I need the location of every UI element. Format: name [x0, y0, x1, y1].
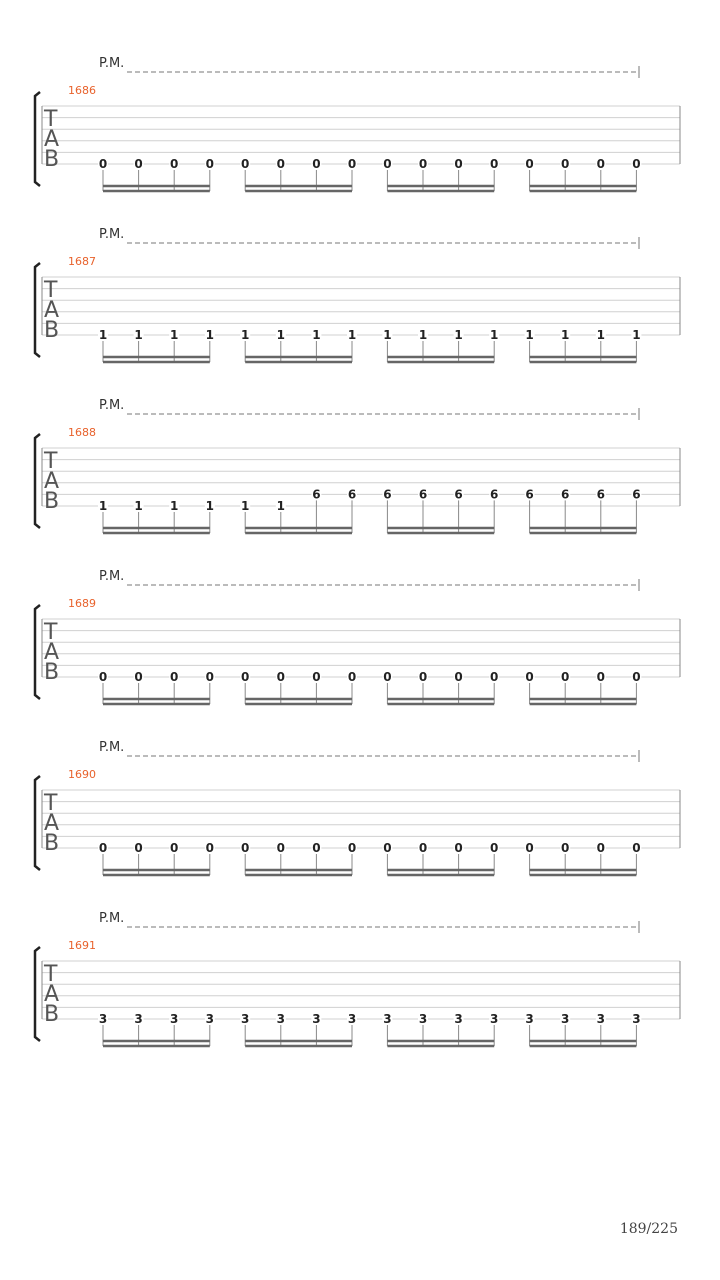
- fret-number: 0: [134, 157, 143, 171]
- fret-number: 1: [561, 328, 570, 342]
- measure-number: 1686: [68, 84, 96, 97]
- tab-clef-letter: A: [44, 640, 60, 665]
- measure-number: 1690: [68, 768, 96, 781]
- measure-number: 1691: [68, 939, 96, 952]
- fret-number: 3: [632, 1012, 641, 1026]
- tab-clef-letter: B: [44, 489, 60, 514]
- tab-clef-letter: T: [44, 278, 58, 303]
- fret-number: 1: [134, 499, 143, 513]
- fret-number: 3: [561, 1012, 570, 1026]
- fret-number: 1: [418, 328, 428, 342]
- fret-number: 0: [347, 670, 357, 684]
- fret-number: 3: [134, 1012, 143, 1026]
- fret-number: 6: [418, 487, 428, 502]
- fret-number: 1: [525, 328, 534, 342]
- fret-number: 0: [241, 841, 250, 855]
- fret-number: 0: [312, 841, 321, 855]
- fret-number: 3: [525, 1012, 534, 1026]
- tab-clef-letter: T: [44, 107, 58, 132]
- fret-number: 0: [276, 670, 285, 684]
- fret-number: 0: [632, 841, 641, 855]
- fret-number: 0: [276, 841, 285, 855]
- tab-clef-letter: B: [44, 1002, 60, 1027]
- fret-number: 1: [98, 328, 108, 342]
- fret-number: 3: [276, 1012, 285, 1026]
- fret-number: 0: [596, 670, 605, 684]
- fret-number: 1: [205, 328, 214, 342]
- fret-number: 0: [98, 157, 108, 171]
- fret-number: 3: [418, 1012, 428, 1026]
- fret-number: 6: [596, 487, 605, 502]
- fret-number: 0: [170, 841, 179, 855]
- palm-mute-label: P.M.: [99, 56, 125, 71]
- fret-number: 0: [632, 157, 641, 171]
- tab-clef-letter: T: [44, 791, 58, 816]
- fret-number: 0: [418, 670, 428, 684]
- system-bracket: [35, 605, 40, 699]
- fret-number: 6: [347, 487, 357, 502]
- fret-number: 1: [241, 499, 250, 513]
- fret-number: 1: [632, 328, 641, 342]
- fret-number: 3: [312, 1012, 321, 1026]
- fret-number: 0: [525, 157, 534, 171]
- system-bracket: [35, 263, 40, 357]
- fret-number: 0: [312, 157, 321, 171]
- fret-number: 0: [134, 841, 143, 855]
- fret-number: 0: [205, 670, 214, 684]
- palm-mute-label: P.M.: [99, 398, 125, 413]
- fret-number: 1: [347, 328, 357, 342]
- fret-number: 0: [561, 841, 570, 855]
- fret-number: 1: [241, 328, 250, 342]
- fret-number: 6: [312, 487, 321, 502]
- tab-clef-letter: A: [44, 469, 60, 494]
- fret-number: 1: [490, 328, 499, 342]
- palm-mute-label: P.M.: [99, 227, 125, 242]
- fret-number: 0: [134, 670, 143, 684]
- fret-number: 3: [347, 1012, 357, 1026]
- tab-clef-letter: T: [44, 620, 58, 645]
- fret-number: 0: [98, 841, 108, 855]
- fret-number: 1: [383, 328, 392, 342]
- system-bracket: [35, 92, 40, 186]
- tab-system: [35, 56, 680, 191]
- fret-number: 1: [276, 328, 285, 342]
- tab-system: [35, 740, 680, 875]
- fret-number: 3: [454, 1012, 463, 1026]
- fret-number: 1: [596, 328, 605, 342]
- fret-number: 0: [632, 670, 641, 684]
- fret-number: 0: [205, 157, 214, 171]
- tab-clef-letter: A: [44, 811, 60, 836]
- palm-mute-label: P.M.: [99, 569, 125, 584]
- tab-clef-letter: A: [44, 298, 60, 323]
- fret-number: 6: [383, 487, 392, 502]
- fret-number: 0: [170, 157, 179, 171]
- fret-number: 1: [205, 499, 214, 513]
- fret-number: 0: [347, 157, 357, 171]
- tab-system: [35, 398, 680, 533]
- fret-number: 0: [525, 670, 534, 684]
- fret-number: 0: [276, 157, 285, 171]
- fret-number: 0: [490, 670, 499, 684]
- fret-number: 0: [383, 670, 392, 684]
- fret-number: 6: [561, 487, 570, 502]
- tab-system: [35, 227, 680, 362]
- fret-number: 6: [632, 487, 641, 502]
- tab-system: [35, 569, 680, 704]
- tab-clef-letter: B: [44, 147, 60, 172]
- tab-clef-letter: B: [44, 831, 60, 856]
- fret-number: 6: [525, 487, 534, 502]
- fret-number: 0: [383, 841, 392, 855]
- measure-number: 1687: [68, 255, 96, 268]
- fret-number: 3: [205, 1012, 214, 1026]
- fret-number: 1: [454, 328, 463, 342]
- tab-clef-letter: T: [44, 962, 58, 987]
- fret-number: 1: [170, 328, 179, 342]
- fret-number: 1: [98, 499, 108, 513]
- fret-number: 3: [170, 1012, 179, 1026]
- system-bracket: [35, 434, 40, 528]
- tab-clef-letter: A: [44, 127, 60, 152]
- fret-number: 3: [596, 1012, 605, 1026]
- fret-number: 0: [312, 670, 321, 684]
- fret-number: 3: [490, 1012, 499, 1026]
- fret-number: 0: [241, 157, 250, 171]
- fret-number: 3: [383, 1012, 392, 1026]
- tab-clef-letter: T: [44, 449, 58, 474]
- fret-number: 3: [241, 1012, 250, 1026]
- fret-number: 6: [490, 487, 499, 502]
- fret-number: 0: [525, 841, 534, 855]
- fret-number: 6: [454, 487, 463, 502]
- fret-number: 0: [205, 841, 214, 855]
- fret-number: 0: [490, 157, 499, 171]
- measure-number: 1689: [68, 597, 96, 610]
- fret-number: 1: [312, 328, 321, 342]
- fret-number: 0: [98, 670, 108, 684]
- tab-system: [35, 911, 680, 1046]
- fret-number: 0: [418, 157, 428, 171]
- fret-number: 0: [454, 670, 463, 684]
- fret-number: 0: [561, 157, 570, 171]
- fret-number: 3: [98, 1012, 108, 1026]
- fret-number: 0: [490, 841, 499, 855]
- tab-clef-letter: B: [44, 660, 60, 685]
- page-number: 189/225: [619, 1221, 678, 1237]
- tab-clef-letter: A: [44, 982, 60, 1007]
- tab-clef-letter: B: [44, 318, 60, 343]
- palm-mute-label: P.M.: [99, 740, 125, 755]
- system-bracket: [35, 776, 40, 870]
- fret-number: 0: [383, 157, 392, 171]
- fret-number: 0: [170, 670, 179, 684]
- fret-number: 0: [596, 157, 605, 171]
- fret-number: 0: [561, 670, 570, 684]
- fret-number: 0: [596, 841, 605, 855]
- fret-number: 0: [241, 670, 250, 684]
- palm-mute-label: P.M.: [99, 911, 125, 926]
- fret-number: 0: [347, 841, 357, 855]
- fret-number: 0: [454, 157, 463, 171]
- fret-number: 1: [276, 499, 285, 513]
- fret-number: 0: [454, 841, 463, 855]
- measure-number: 1688: [68, 426, 96, 439]
- fret-number: 0: [418, 841, 428, 855]
- fret-number: 1: [134, 328, 143, 342]
- system-bracket: [35, 947, 40, 1041]
- fret-number: 1: [170, 499, 179, 513]
